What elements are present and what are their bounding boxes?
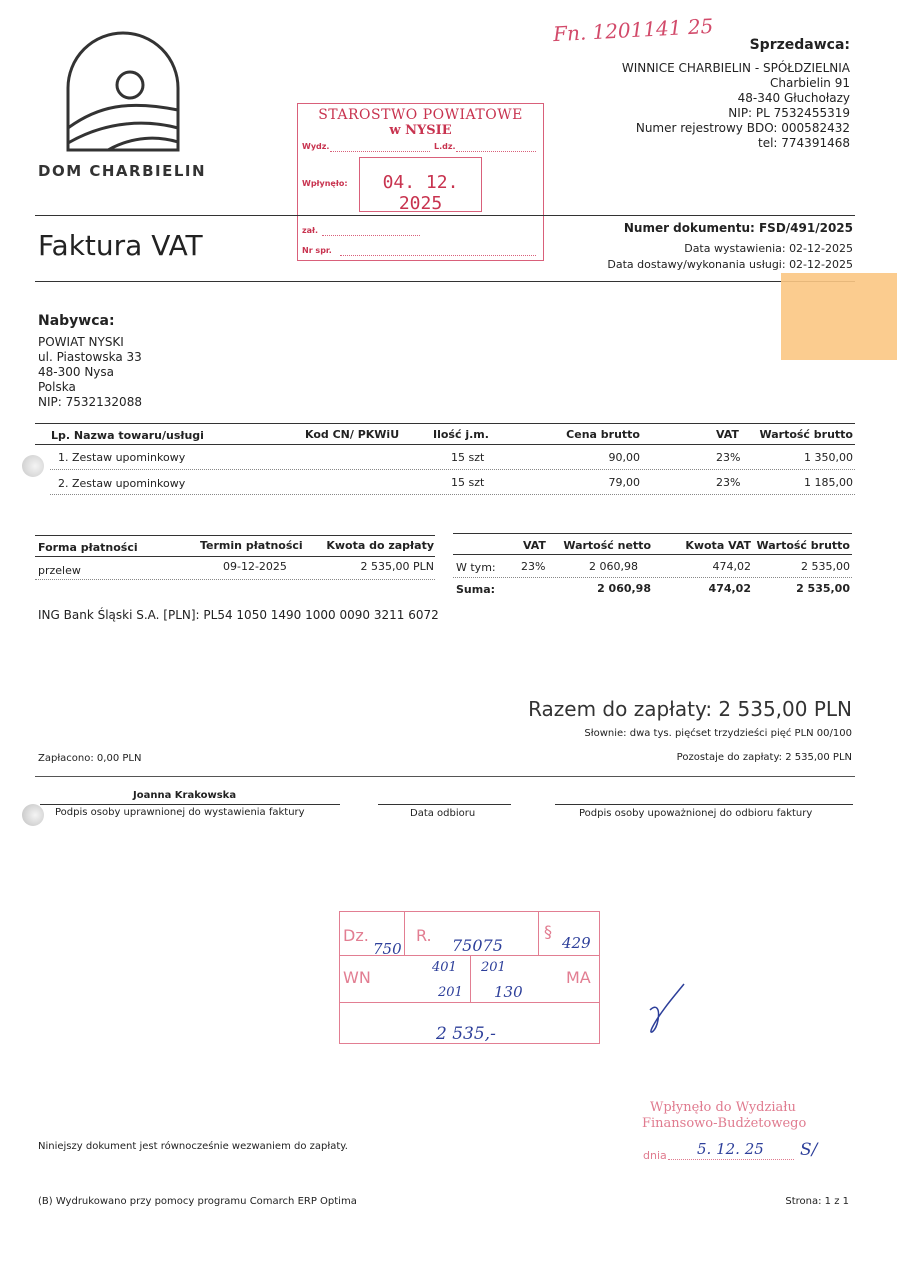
punch-hole	[22, 455, 44, 477]
accounting-stamp	[339, 911, 600, 1044]
payment-method: przelew	[38, 564, 81, 577]
item-name: 1. Zestaw upominkowy	[58, 451, 186, 464]
buyer-line: 48-300 Nysa	[38, 365, 115, 379]
suma-brutto: 2 535,00	[796, 582, 850, 595]
received-stamp-date: 5. 12. 25	[697, 1140, 764, 1158]
stamp-wn-label: WN	[343, 968, 371, 987]
col-header-qty: Ilość j.m.	[433, 428, 489, 441]
received-stamp-line1: Wpłynęło do Wydziału	[650, 1100, 796, 1115]
payment-amount: 2 535,00 PLN	[360, 560, 434, 573]
suma-kwota: 474,02	[708, 582, 751, 595]
vat-header: VAT	[523, 539, 546, 552]
stamp-wydz-label: Wydz.	[302, 142, 330, 151]
issuer-signature-caption: Podpis osoby uprawnionej do wystawienia faktury	[55, 807, 305, 818]
payment-header-method: Forma płatności	[38, 541, 138, 554]
wtym-netto: 2 060,98	[589, 560, 638, 573]
buyer-line: NIP: 7532132088	[38, 395, 142, 409]
received-stamp-dnia: dnia	[643, 1149, 667, 1162]
stamp-nrspr-label: Nr spr.	[302, 246, 332, 255]
stamp-r-label: R.	[416, 926, 432, 945]
item-price: 79,00	[608, 476, 640, 489]
brutto-header: Wartość brutto	[756, 539, 850, 552]
col-header-name: Lp. Nazwa towaru/usługi	[51, 429, 204, 442]
received-stamp-initial: S/	[800, 1140, 818, 1160]
stamp-zal-label: zał.	[302, 226, 319, 235]
document-number: Numer dokumentu: FSD/491/2025	[623, 221, 853, 235]
buyer-line: ul. Piastowska 33	[38, 350, 142, 364]
issuer-name: Joanna Krakowska	[133, 790, 237, 801]
payment-due: 09-12-2025	[223, 560, 287, 573]
stamp-date: 04. 12. 2025	[382, 172, 459, 214]
page-number: Strona: 1 z 1	[785, 1196, 849, 1207]
seller-line: Charbielin 91	[770, 76, 850, 90]
punch-hole	[22, 804, 44, 826]
col-header-value: Wartość brutto	[759, 428, 853, 441]
col-header-vat: VAT	[716, 428, 739, 441]
seller-block	[550, 37, 850, 151]
suma-netto: 2 060,98	[597, 582, 651, 595]
item-vat: 23%	[716, 476, 741, 489]
stamp-title-2: w NYSIE	[389, 123, 452, 138]
kwota-vat-header: Kwota VAT	[685, 539, 751, 552]
wtym-vat: 23%	[521, 560, 546, 573]
seller-line: Numer rejestrowy BDO: 000582432	[635, 121, 850, 135]
payment-header-due: Termin płatności	[200, 539, 303, 552]
payment-notice: Niniejszy dokument jest równocześnie wezwaniem do zapłaty.	[38, 1141, 348, 1152]
finance-received-stamp	[640, 1096, 840, 1166]
stamp-ma-label: MA	[566, 968, 591, 987]
stamp-ldz-label: L.dz.	[434, 142, 456, 151]
receive-date-caption: Data odbioru	[410, 808, 476, 819]
total-due: Razem do zapłaty: 2 535,00 PLN	[528, 697, 852, 721]
buyer-line: POWIAT NYSKI	[38, 335, 124, 349]
seller-line: NIP: PL 7532455319	[728, 106, 850, 120]
netto-header: Wartość netto	[563, 539, 651, 552]
stamp-s-value: 429	[562, 934, 591, 952]
stamp-r-value: 75075	[452, 936, 503, 955]
seller-line: tel: 774391468	[758, 136, 850, 150]
issue-date: Data wystawienia: 02-12-2025	[684, 242, 853, 255]
item-value: 1 185,00	[804, 476, 853, 489]
remaining-amount: Pozostaje do zapłaty: 2 535,00 PLN	[676, 752, 852, 763]
suma-label: Suma:	[456, 583, 496, 596]
paid-amount: Zapłacono: 0,00 PLN	[38, 753, 142, 764]
company-logo	[38, 28, 208, 188]
sticky-note	[781, 273, 897, 360]
received-stamp-line2: Finansowo-Budżetowego	[642, 1116, 807, 1131]
seller-heading: Sprzedawca:	[749, 37, 850, 53]
col-header-cn: Kod CN/ PKWiU	[305, 428, 400, 441]
buyer-block	[38, 313, 338, 410]
stamp-ma-value: 201	[481, 960, 506, 975]
buyer-line: Polska	[38, 380, 76, 394]
bank-account: ING Bank Śląski S.A. [PLN]: PL54 1050 1490 1000 0090 3211 6072	[38, 608, 439, 622]
stamp-wplynelo-label: Wpłynęło:	[302, 179, 348, 188]
stamp-dz-value: 750	[373, 940, 402, 958]
delivery-date: Data dostawy/wykonania usługi: 02-12-2025	[607, 258, 853, 271]
logo-arch-icon	[38, 28, 208, 158]
stamp-amount: 2 535,-	[436, 1024, 496, 1044]
stamp-ma-value: 130	[494, 983, 523, 1001]
wtym-brutto: 2 535,00	[801, 560, 850, 573]
stamp-s-label: §	[544, 922, 552, 941]
handwritten-reference-note: Fn. 1201141 25	[552, 13, 714, 47]
receiver-signature-caption: Podpis osoby upoważnionej do odbioru faktury	[579, 808, 813, 819]
stamp-wn-value: 401	[432, 960, 457, 975]
item-qty: 15 szt	[451, 476, 485, 489]
stamp-title-1: STAROSTWO POWIATOWE	[318, 107, 523, 123]
buyer-heading: Nabywca:	[38, 313, 115, 329]
handwritten-signature-icon	[638, 980, 698, 1040]
payment-header-amount: Kwota do zapłaty	[326, 539, 434, 552]
col-header-price: Cena brutto	[566, 428, 640, 441]
starostwo-stamp	[297, 103, 544, 261]
amount-in-words: Słownie: dwa tys. pięćset trzydzieści pięć PLN 00/100	[584, 728, 852, 739]
item-vat: 23%	[716, 451, 741, 464]
seller-line: 48-340 Głuchołazy	[737, 91, 850, 105]
wtym-label: W tym:	[456, 561, 496, 574]
item-qty: 15 szt	[451, 451, 485, 464]
item-price: 90,00	[608, 451, 640, 464]
printed-by: (B) Wydrukowano przy pomocy programu Comarch ERP Optima	[38, 1196, 357, 1207]
logo-text: DOM CHARBIELIN	[38, 162, 207, 180]
item-value: 1 350,00	[804, 451, 853, 464]
item-name: 2. Zestaw upominkowy	[58, 477, 186, 490]
wtym-kwota: 474,02	[712, 560, 751, 573]
seller-line: WINNICE CHARBIELIN - SPÓŁDZIELNIA	[621, 61, 850, 75]
stamp-wn-value: 201	[438, 985, 463, 1000]
document-title: Faktura VAT	[38, 229, 203, 262]
stamp-dz-label: Dz.	[343, 926, 369, 945]
